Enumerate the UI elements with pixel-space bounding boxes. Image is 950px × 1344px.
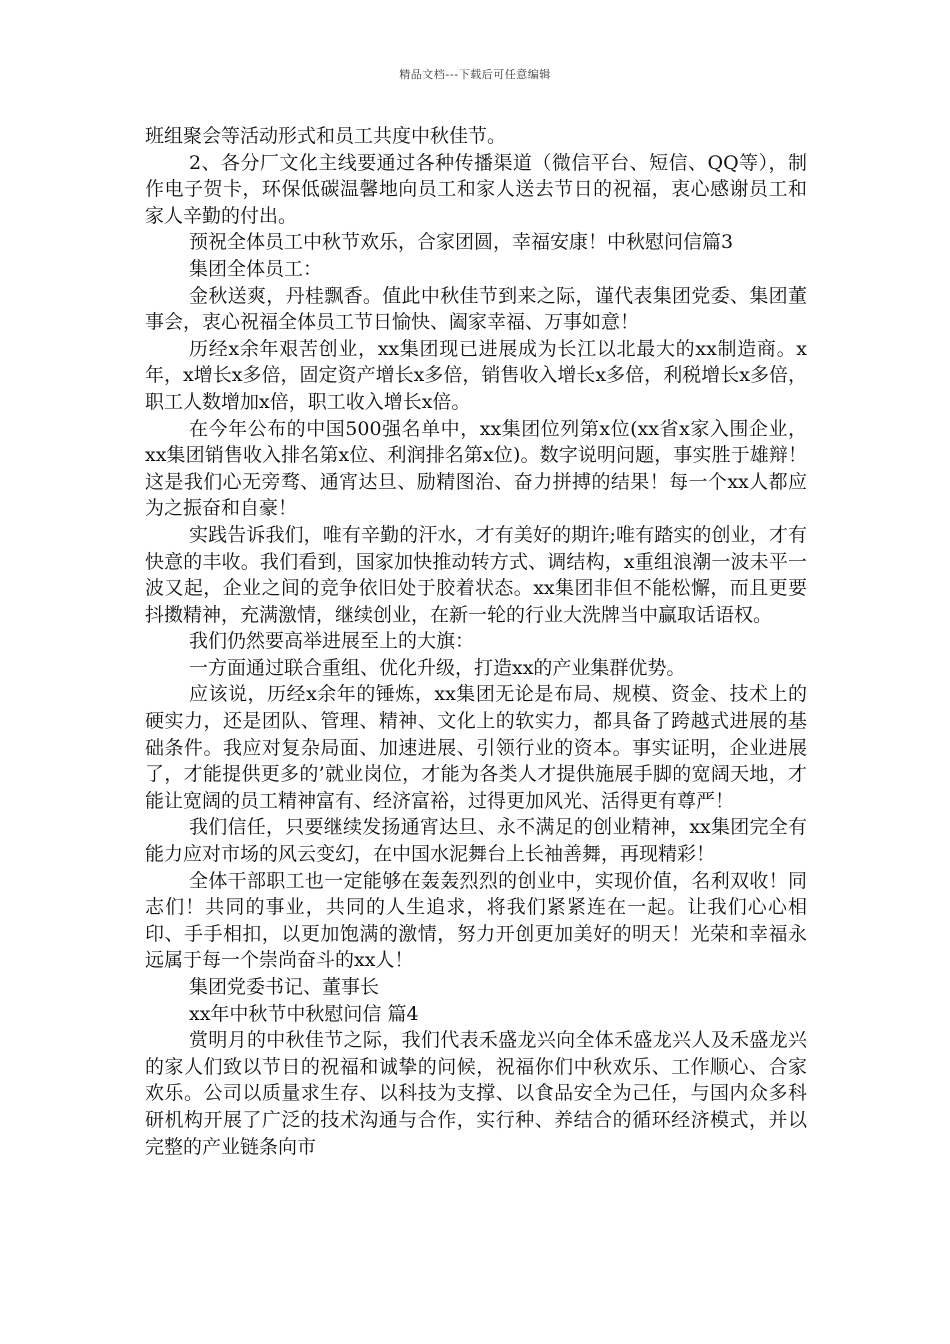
paragraph: 赏明月的中秋佳节之际，我们代表禾盛龙兴向全体禾盛龙兴人及禾盛龙兴的家人们致以节日的祝福和诚挚的问候，祝福你们中秋欢乐、工作顺心、合家欢乐。公司以质量求生存、以科技为支撑、以食品安全为己任，与国内众多科研机构开展了广泛的技术沟通与合作，实行种、养结合的循环经济模式，并以完整的产业链条向市 (145, 1029, 807, 1158)
paragraph: 全体干部职工也一定能够在轰轰烈烈的创业中，实现价值，名利双收！同志们！共同的事业，共同的人生追求，将我们紧紧连在一起。让我们心心相印、手手相扣，以更加饱满的激情，努力开创更加美好的明天！光荣和幸福永远属于每一个崇尚奋斗的xx人！ (145, 869, 807, 972)
paragraph: 一方面通过联合重组、优化升级，打造xx的产业集群优势。 (189, 656, 686, 679)
signature: 集团党委书记、董事长 (189, 976, 380, 998)
salutation: 集团全体员工： (189, 257, 323, 280)
document-body (145, 123, 807, 1160)
paragraph: 历经x余年艰苦创业，xx集团现已进展成为长江以北最大的xx制造商。x年，x增长x多倍，固定资产增长x多倍，销售收入增长x多倍，利税增长x多倍，职工人数增加x倍，职工收入增长x倍。 (145, 337, 807, 413)
paragraph: 在今年公布的中国500强名单中，xx集团位列第x位(xx省x家入围企业，xx集团销售收入排名第x位、利润排名第x位)。数字说明问题，事实胜于雄辩！这是我们心无旁骛、通宵达旦、励精图治、奋力拼搏的结果！每一个xx人都应为之振奋和自豪！ (145, 417, 807, 520)
section-heading: xx年中秋节中秋慰问信 篇4 (189, 1002, 419, 1025)
paragraph: 我们信任，只要继续发扬通宵达旦、永不满足的创业精神，xx集团完全有能力应对市场的风云变幻，在中国水泥舞台上长袖善舞，再现精彩！ (145, 816, 807, 866)
paragraph: 2、各分厂文化主线要通过各种传播渠道（微信平台、短信、QQ等），制作电子贺卡，环保低碳温馨地向员工和家人送去节日的祝福，衷心感谢员工和家人辛勤的付出。 (145, 151, 807, 227)
paragraph: 班组聚会等活动形式和员工共度中秋佳节。 (145, 125, 507, 147)
paragraph: 我们仍然要高举进展至上的大旗： (189, 630, 475, 653)
page-header: 精品文档---下载后可任意编辑 (399, 68, 551, 81)
paragraph: 金秋送爽，丹桂飘香。值此中秋佳节到来之际，谨代表集团党委、集团董事会，衷心祝福全体员工节日愉快、阖家幸福、万事如意！ (145, 284, 807, 334)
paragraph: 应该说，历经x余年的锤炼，xx集团无论是布局、规模、资金、技术上的硬实力，还是团队、管理、精神、文化上的软实力，都具备了跨越式进展的基础条件。我应对复杂局面、加速进展、引领行业的资本。事实证明，企业进展了，才能提供更多的’就业岗位，才能为各类人才提供施展手脚的宽阔天地，才能让宽阔的员工精神富有、经济富裕，过得更加风光、活得更有尊严！ (145, 683, 807, 812)
paragraph: 实践告诉我们，唯有辛勤的汗水，才有美好的期许;唯有踏实的创业，才有快意的丰收。我们看到，国家加快推动转方式、调结构，x重组浪潮一波未平一波又起，企业之间的竞争依旧处于胶着状态。xx集团非但不能松懈，而且更要抖擞精神，充满激情，继续创业，在新一轮的行业大洗牌当中赢取话语权。 (145, 523, 807, 626)
paragraph: 预祝全体员工中秋节欢乐，合家团圆，幸福安康！中秋慰问信篇3 (189, 231, 734, 254)
